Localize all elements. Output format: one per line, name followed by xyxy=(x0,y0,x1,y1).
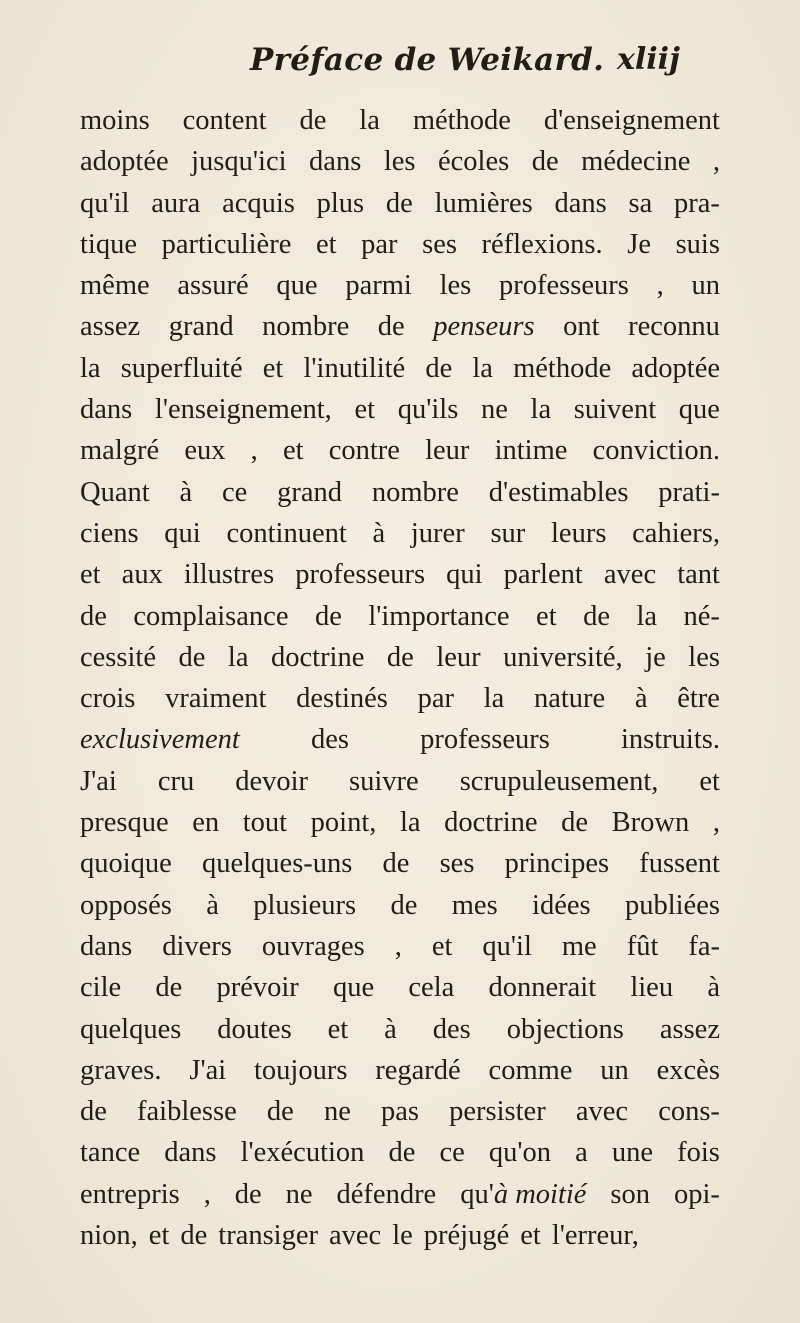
word: université, xyxy=(503,641,623,673)
word: adoptée xyxy=(80,146,169,178)
word: que xyxy=(276,270,318,302)
word: par xyxy=(417,683,454,715)
word: excès xyxy=(656,1054,720,1086)
word: eux xyxy=(184,435,226,467)
word: conviction. xyxy=(592,435,720,467)
word: né- xyxy=(683,600,720,632)
text-line xyxy=(80,141,720,182)
word: instruits. xyxy=(621,724,720,756)
word: que xyxy=(333,972,375,1004)
word: , xyxy=(203,1178,211,1210)
word: la xyxy=(399,807,421,839)
word: faiblesse xyxy=(137,1096,237,1128)
word: scrupuleusement, xyxy=(459,765,659,797)
word: défendre xyxy=(336,1178,437,1210)
running-title: Préface de Weikard. xyxy=(250,42,605,78)
word: qui xyxy=(446,559,483,591)
word: même xyxy=(80,270,150,302)
word: et xyxy=(148,1220,170,1252)
word: graves. xyxy=(80,1054,162,1086)
word: et xyxy=(699,765,720,797)
word: nion, xyxy=(80,1220,138,1252)
word: comme xyxy=(488,1054,573,1086)
word: et xyxy=(327,1013,349,1045)
word: qu'il xyxy=(482,930,532,962)
word: avec xyxy=(603,559,657,591)
word: être xyxy=(677,683,720,715)
word: avec xyxy=(575,1096,629,1128)
word: aura xyxy=(151,187,201,219)
word: content xyxy=(182,105,267,136)
word: à xyxy=(179,476,193,508)
word: doctrine xyxy=(444,807,538,839)
word: sur xyxy=(490,517,526,549)
word: de xyxy=(234,1178,262,1210)
word: destinés xyxy=(296,683,388,715)
text-line xyxy=(80,719,720,760)
word: de xyxy=(155,972,183,1004)
word: et xyxy=(520,1220,541,1252)
word: assez xyxy=(80,311,141,343)
text-line xyxy=(80,306,720,347)
text-line xyxy=(80,637,720,678)
word: nombre xyxy=(371,476,459,508)
word: regardé xyxy=(375,1054,461,1086)
word: de xyxy=(377,311,405,343)
word: un xyxy=(600,1054,629,1086)
word: à xyxy=(707,972,720,1004)
word: suis xyxy=(675,228,720,260)
word: cela xyxy=(408,972,455,1004)
word: la xyxy=(80,352,101,384)
word: exclusivement xyxy=(80,724,240,756)
word: illustres xyxy=(183,559,275,591)
word: devoir xyxy=(235,765,309,797)
text-line xyxy=(80,926,720,967)
word: la xyxy=(483,683,505,715)
word: à xyxy=(634,683,648,715)
word: mes xyxy=(451,889,498,921)
word: de xyxy=(390,889,418,921)
text-line xyxy=(80,596,720,637)
word: me xyxy=(561,930,597,962)
word: aux xyxy=(121,559,163,591)
word: ne xyxy=(323,1096,351,1128)
word: nombre xyxy=(262,311,350,343)
word: cessité xyxy=(80,641,156,673)
word: acquis xyxy=(222,187,295,219)
word: entrepris xyxy=(80,1178,180,1210)
word: professeurs xyxy=(499,270,629,302)
word: que xyxy=(678,394,720,426)
word: de xyxy=(178,641,206,673)
word: une xyxy=(611,1137,654,1169)
text-line xyxy=(80,183,720,224)
text-line xyxy=(80,761,720,802)
word: publiées xyxy=(624,889,720,921)
word: à xyxy=(384,1013,397,1045)
word: grand xyxy=(277,476,342,508)
word: l'exécution xyxy=(240,1137,365,1169)
word: d'estimables xyxy=(488,476,629,508)
word: doutes xyxy=(217,1013,292,1045)
word: par xyxy=(361,228,398,260)
word: de xyxy=(80,600,107,632)
word: la xyxy=(472,352,493,384)
text-line xyxy=(80,224,720,265)
text-line xyxy=(80,843,720,884)
page-header xyxy=(80,42,720,92)
word: superfluité xyxy=(120,352,243,384)
word: l'erreur, xyxy=(551,1220,639,1252)
word: préjugé xyxy=(423,1220,510,1252)
text-line xyxy=(80,885,720,926)
word: méthode xyxy=(412,105,511,136)
word: toujours xyxy=(254,1054,348,1086)
word: de xyxy=(561,807,589,839)
text-line xyxy=(80,430,720,471)
word: méthode xyxy=(513,352,612,384)
page-number: xliij xyxy=(617,42,680,77)
word: particulière xyxy=(161,228,292,260)
word: de xyxy=(299,105,327,136)
word: idées xyxy=(532,889,591,921)
word: assuré xyxy=(177,270,249,302)
word: de xyxy=(583,600,610,632)
word: à xyxy=(206,889,219,921)
word: dans xyxy=(164,1137,217,1169)
word: persister xyxy=(449,1096,546,1128)
word: tout xyxy=(242,807,288,839)
word: grand xyxy=(168,311,234,343)
body-text xyxy=(80,100,720,1256)
word: a xyxy=(575,1137,588,1169)
word: de xyxy=(266,1096,294,1128)
word: pra- xyxy=(674,187,720,219)
word: ne xyxy=(285,1178,313,1210)
word: cru xyxy=(157,765,195,797)
word: contre xyxy=(328,435,400,467)
text-line xyxy=(80,389,720,430)
word: qu'à moitié xyxy=(460,1178,587,1210)
word: moins xyxy=(80,105,150,136)
word: plusieurs xyxy=(253,889,357,921)
word: et xyxy=(315,228,337,260)
word: et xyxy=(536,600,557,632)
word: cahiers, xyxy=(632,517,720,549)
word: de xyxy=(425,352,453,384)
word: ses xyxy=(439,848,475,880)
word: ciens xyxy=(80,517,139,549)
word: quoique xyxy=(80,848,172,880)
word: et xyxy=(80,559,101,591)
word: de xyxy=(386,641,414,673)
word: ce xyxy=(439,1137,465,1169)
word: , xyxy=(656,270,664,302)
word: jusqu'ici xyxy=(191,146,287,178)
text-line xyxy=(80,802,720,843)
word: vraiment xyxy=(165,683,267,715)
word: et xyxy=(282,435,304,467)
word: dans xyxy=(80,394,133,426)
text-line xyxy=(80,1132,720,1173)
word: dans xyxy=(554,187,607,219)
word: tique xyxy=(80,228,137,260)
word: suivent xyxy=(573,394,657,426)
word: la xyxy=(530,394,552,426)
word: à xyxy=(372,517,386,549)
word: la xyxy=(227,641,249,673)
word: assez xyxy=(659,1013,720,1045)
word: la xyxy=(359,105,380,136)
word: leur xyxy=(425,435,470,467)
word: penseurs xyxy=(433,311,535,343)
word: cile xyxy=(80,972,122,1004)
word: Je xyxy=(627,228,651,260)
word: réflexions. xyxy=(481,228,603,260)
word: malgré xyxy=(80,435,160,467)
word: jurer xyxy=(410,517,465,549)
word: professeurs xyxy=(295,559,426,591)
word: professeurs xyxy=(420,724,550,756)
word: adoptée xyxy=(631,352,720,384)
word: fussent xyxy=(639,848,720,880)
word: J'ai xyxy=(80,765,117,797)
word: des xyxy=(310,724,349,756)
word: fa- xyxy=(688,930,720,962)
word: écoles xyxy=(438,146,510,178)
word: parmi xyxy=(345,270,412,302)
word: fois xyxy=(677,1137,720,1169)
text-line xyxy=(80,348,720,389)
word: prévoir xyxy=(216,972,299,1004)
word: qu'il xyxy=(80,187,130,219)
word: les xyxy=(383,146,416,178)
word: cons- xyxy=(658,1096,720,1128)
word: son xyxy=(610,1178,651,1210)
word: dans xyxy=(309,146,362,178)
word: , xyxy=(712,807,720,839)
text-line xyxy=(80,1050,720,1091)
word: tance xyxy=(80,1137,141,1169)
word: pas xyxy=(381,1096,419,1128)
text-line xyxy=(80,100,720,141)
word: qu'ils xyxy=(397,394,459,426)
word: ce xyxy=(221,476,248,508)
word: l'enseignement, xyxy=(154,394,332,426)
word: point, xyxy=(310,807,377,839)
word: reconnu xyxy=(628,311,720,343)
word: médecine xyxy=(581,146,691,178)
text-line xyxy=(80,1174,720,1215)
word: l'inutilité xyxy=(303,352,406,384)
word: objections xyxy=(506,1013,624,1045)
word: tant xyxy=(677,559,720,591)
word: de xyxy=(180,1220,208,1252)
word: presque xyxy=(80,807,169,839)
word: principes xyxy=(504,848,610,880)
word: qu'on xyxy=(488,1137,552,1169)
word: des xyxy=(432,1013,471,1045)
text-line xyxy=(80,1091,720,1132)
word: sa xyxy=(628,187,653,219)
word: dans xyxy=(80,930,133,962)
word: lieu xyxy=(630,972,674,1004)
word: Quant xyxy=(80,476,150,508)
word: de xyxy=(385,187,413,219)
word: de xyxy=(80,1096,107,1128)
word: les xyxy=(439,270,472,302)
word: la xyxy=(636,600,658,632)
word: parlent xyxy=(503,559,583,591)
word: suivre xyxy=(349,765,419,797)
word: leurs xyxy=(551,517,607,549)
word: ses xyxy=(422,228,457,260)
text-line xyxy=(80,513,720,554)
text-line xyxy=(80,1009,720,1050)
word: quelques-uns xyxy=(201,848,353,880)
word: le xyxy=(392,1220,413,1252)
word: complaisance xyxy=(133,600,289,632)
word: et xyxy=(262,352,284,384)
word: ont xyxy=(563,311,600,343)
word: divers xyxy=(162,930,232,962)
text-line xyxy=(80,678,720,719)
word: un xyxy=(691,270,720,302)
word: les xyxy=(688,641,720,673)
word: de xyxy=(314,600,342,632)
word: quelques xyxy=(80,1013,182,1045)
word: en xyxy=(192,807,220,839)
word: d'enseignement xyxy=(543,105,720,136)
word: , xyxy=(712,146,720,178)
word: donnerait xyxy=(488,972,597,1004)
text-line xyxy=(80,472,720,513)
word: nature xyxy=(533,683,606,715)
text-line xyxy=(80,967,720,1008)
word: et xyxy=(431,930,453,962)
word: avec xyxy=(329,1220,382,1252)
word: , xyxy=(250,435,258,467)
word: je xyxy=(645,641,666,673)
word: ouvrages xyxy=(261,930,365,962)
word: transiger xyxy=(218,1220,318,1252)
word: l'importance xyxy=(368,600,510,632)
word: opi- xyxy=(673,1178,720,1210)
word: leur xyxy=(436,641,481,673)
word: prati- xyxy=(658,476,720,508)
word: Brown xyxy=(611,807,690,839)
word: continuent xyxy=(226,517,347,549)
word: intime xyxy=(494,435,568,467)
word: plus xyxy=(316,187,365,219)
word: , xyxy=(394,930,402,962)
word: de xyxy=(531,146,559,178)
word: de xyxy=(382,848,410,880)
text-line xyxy=(80,1215,720,1256)
text-line xyxy=(80,554,720,595)
word: qui xyxy=(164,517,201,549)
word: de xyxy=(388,1137,416,1169)
word: opposés xyxy=(80,889,172,921)
word: crois xyxy=(80,683,136,715)
word: lumières xyxy=(434,187,533,219)
word: et xyxy=(354,394,376,426)
word: ne xyxy=(480,394,508,426)
word: doctrine xyxy=(271,641,365,673)
word: fût xyxy=(626,930,659,962)
text-line xyxy=(80,265,720,306)
word: J'ai xyxy=(189,1054,227,1086)
